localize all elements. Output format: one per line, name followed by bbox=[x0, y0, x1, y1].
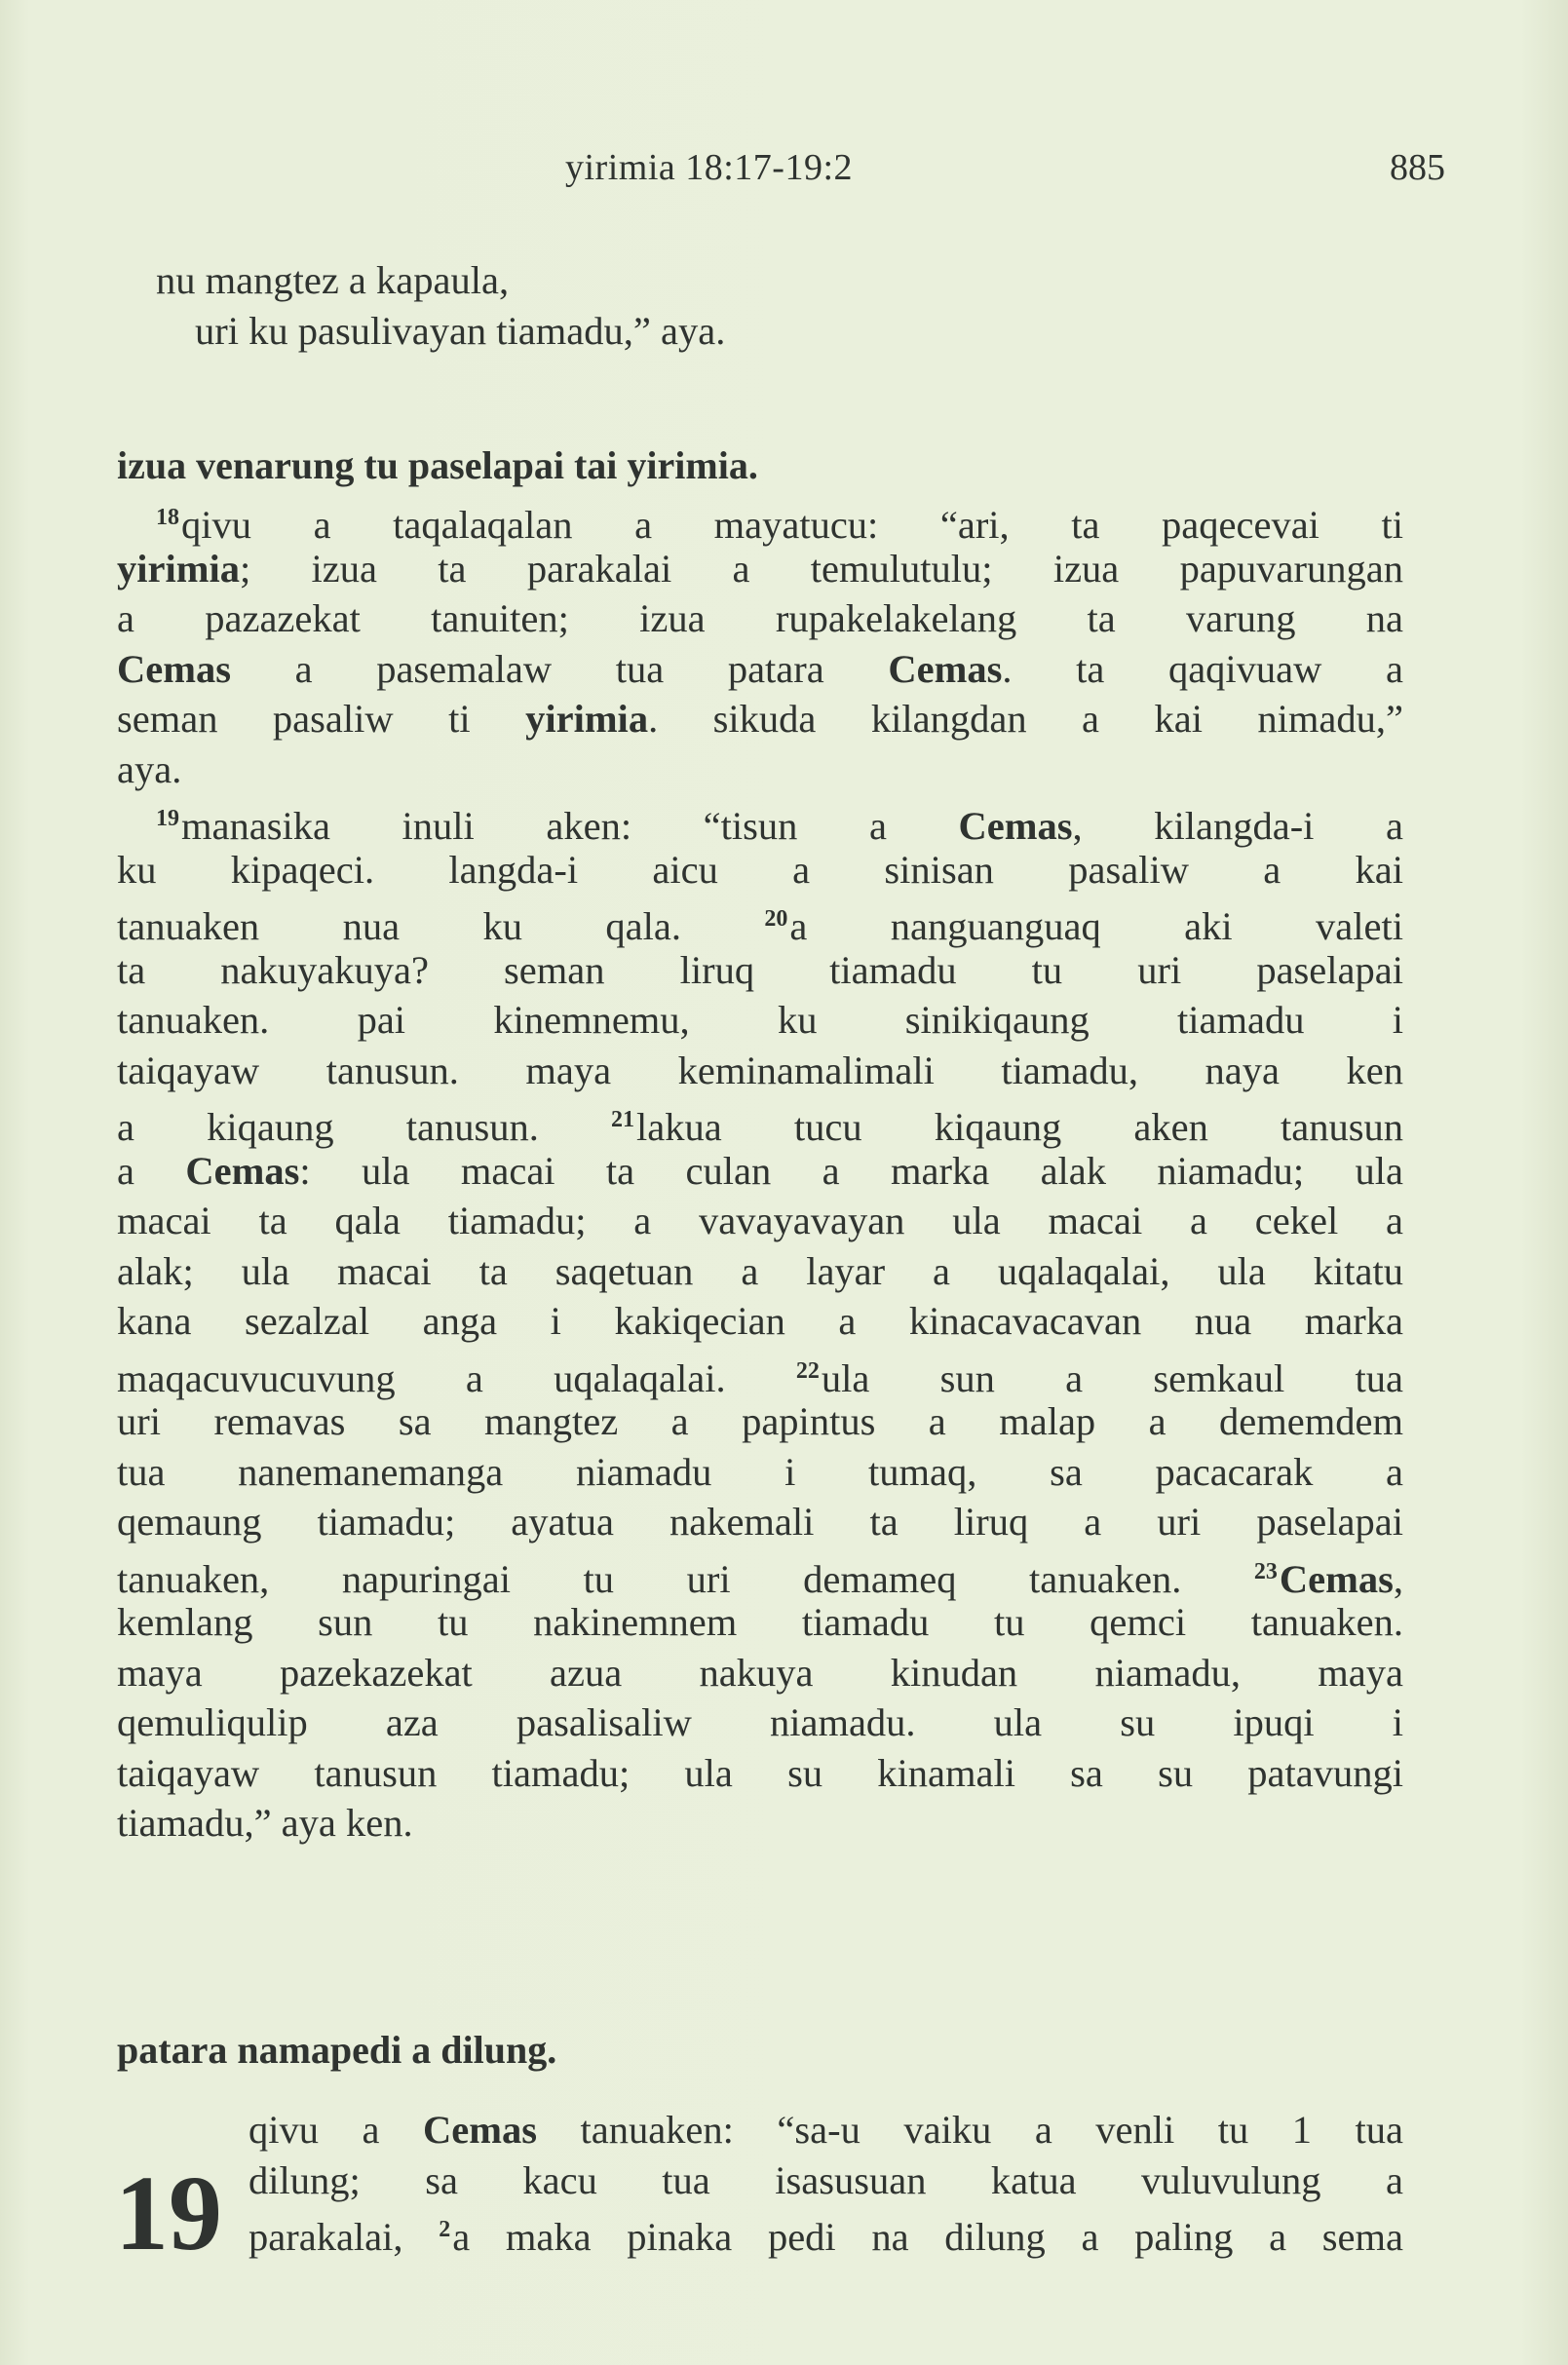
text-run: tanuaken. pai kinemnemu, ku sinikiqaung tiamadu i bbox=[117, 998, 1403, 1042]
text-run: taiqayaw tanusun tiamadu; ula su kinamali sa su patavungi bbox=[117, 1750, 1403, 1795]
chapter-text bbox=[249, 2105, 1404, 2259]
section-heading: patara namapedi a dilung. bbox=[117, 2028, 557, 2072]
text-run: macai ta qala tiamadu; a vavayavayan ula macai a cekel a bbox=[117, 1199, 1403, 1242]
text-run: , bbox=[1393, 1556, 1403, 1601]
text-line bbox=[117, 1497, 1403, 1547]
text-line bbox=[117, 1347, 1403, 1400]
text-line bbox=[117, 1196, 1403, 1246]
body-text bbox=[117, 493, 1403, 1849]
text-line bbox=[117, 1748, 1403, 1799]
text-line bbox=[117, 694, 1403, 744]
section-heading-2 bbox=[117, 2025, 1403, 2076]
text-line bbox=[117, 1146, 1403, 1197]
running-head bbox=[0, 146, 1568, 205]
verse-number: 19 bbox=[156, 806, 179, 831]
text-line bbox=[249, 2205, 1403, 2259]
text-run: aya. bbox=[117, 746, 182, 791]
chapter-number: 19 bbox=[115, 2154, 222, 2272]
text-line bbox=[117, 1046, 1403, 1096]
text-line bbox=[117, 1296, 1403, 1347]
text-run: ula sun a semkaul tua bbox=[821, 1355, 1403, 1400]
text-run: tanuaken: “sa-u vaiku a venli tu 1 tua bbox=[536, 2108, 1404, 2152]
verse-number: 23 bbox=[1253, 1558, 1278, 1584]
text-run: ku kipaqeci. langda-i aicu a sinisan pasaliw a kai bbox=[117, 847, 1403, 892]
text-run: maya pazekazekat azua nakuya kinudan niamadu, maya bbox=[117, 1650, 1403, 1695]
text-line bbox=[117, 593, 1403, 644]
text-run: , kilangda-i a bbox=[1072, 804, 1403, 848]
text-run: kana sezalzal anga i kakiqecian a kinacavacavan nua marka bbox=[117, 1299, 1403, 1343]
text-run: a bbox=[117, 1148, 186, 1193]
bold-term: yirimia bbox=[117, 546, 240, 591]
bold-term: Cemas bbox=[185, 1148, 300, 1193]
text-run: ; izua ta parakalai a temulutulu; izua papuvarungan bbox=[239, 546, 1403, 591]
text-run: tua nanemanemanga niamadu i tumaq, sa pacacarak a bbox=[117, 1449, 1403, 1494]
page-number: 885 bbox=[1390, 147, 1445, 188]
verse-number: 22 bbox=[795, 1357, 820, 1384]
bold-term: Cemas bbox=[117, 646, 231, 691]
text-run: lakua tucu kiqaung aken tanusun bbox=[636, 1105, 1403, 1149]
verse-number: 20 bbox=[764, 906, 788, 932]
running-title: yirimia 18:17-19:2 bbox=[565, 147, 854, 188]
text-run: a pazazekat tanuiten; izua rupakelakelang ta varung na bbox=[117, 596, 1403, 640]
bold-term: yirimia bbox=[525, 697, 649, 741]
text-run: qemuliqulip aza pasalisaliw niamadu. ula su ipuqi i bbox=[117, 1700, 1403, 1744]
verse-number: 18 bbox=[156, 505, 179, 530]
text-run: : ula macai ta culan a marka alak niamadu; ula bbox=[299, 1148, 1403, 1193]
text-run: ta nakuyakuya? seman liruq tiamadu tu uri paselapai bbox=[117, 947, 1403, 992]
text-run: qivu a taqalaqalan a mayatucu: “ari, ta paqecevai ti bbox=[181, 503, 1403, 547]
verse-number: 2 bbox=[439, 2217, 451, 2242]
text-line bbox=[117, 794, 1403, 848]
bold-term: Cemas bbox=[422, 2108, 537, 2152]
text-run: . sikuda kilangdan a kai nimadu,” bbox=[648, 697, 1404, 741]
text-line bbox=[117, 895, 1403, 948]
text-run: seman pasaliw ti bbox=[117, 697, 526, 741]
text-run: a maka pinaka pedi na dilung a paling a sema bbox=[452, 2215, 1403, 2259]
text-line bbox=[117, 1648, 1403, 1698]
text-run: tiamadu,” aya ken. bbox=[117, 1801, 413, 1845]
verse-number: 21 bbox=[611, 1107, 635, 1132]
text-line bbox=[117, 644, 1403, 695]
poetry-line: nu mangtez a kapaula, bbox=[156, 258, 510, 302]
text-run: taiqayaw tanusun. maya keminamalimali tiamadu, naya ken bbox=[117, 1048, 1403, 1092]
text-line bbox=[117, 544, 1403, 594]
text-line bbox=[117, 744, 1403, 795]
text-run: a nanguanguaq aki valeti bbox=[789, 904, 1403, 948]
text-line bbox=[117, 845, 1403, 896]
text-line bbox=[249, 2105, 1403, 2155]
bold-term: Cemas bbox=[1279, 1556, 1394, 1601]
text-run: qemaung tiamadu; ayatua nakemali ta liruq a uri paselapai bbox=[117, 1500, 1403, 1544]
text-line bbox=[117, 1447, 1403, 1498]
text-line bbox=[117, 1246, 1403, 1297]
continued-poetry bbox=[117, 255, 1403, 356]
section-heading-1 bbox=[117, 440, 1403, 491]
text-line bbox=[117, 1597, 1403, 1648]
text-line bbox=[117, 493, 1403, 547]
text-run: a pasemalaw tua patara bbox=[230, 646, 889, 691]
text-line bbox=[117, 1396, 1403, 1447]
text-run: qivu a bbox=[249, 2108, 423, 2152]
poetry-line: uri ku pasulivayan tiamadu,” aya. bbox=[195, 308, 726, 353]
section-heading: izua venarung tu paselapai tai yirimia. bbox=[117, 443, 758, 487]
text-run: maqacuvucuvung a uqalaqalai. bbox=[117, 1355, 796, 1400]
text-run: tanuaken, napuringai tu uri demameq tanuaken. bbox=[117, 1556, 1254, 1601]
text-run: . ta qaqivuaw a bbox=[1002, 646, 1403, 691]
text-line bbox=[117, 995, 1403, 1046]
text-line bbox=[117, 945, 1403, 996]
text-run: dilung; sa kacu tua isasusuan katua vuluvulung a bbox=[249, 2157, 1403, 2202]
text-line bbox=[117, 1095, 1403, 1149]
bold-term: Cemas bbox=[958, 804, 1073, 848]
text-line bbox=[117, 1547, 1403, 1601]
text-line bbox=[117, 1697, 1403, 1748]
text-run: a kiqaung tanusun. bbox=[117, 1105, 612, 1149]
text-run: uri remavas sa mangtez a papintus a malap a dememdem bbox=[117, 1399, 1403, 1443]
text-run: tanuaken nua ku qala. bbox=[117, 904, 765, 948]
text-line bbox=[249, 2155, 1403, 2206]
text-run: kemlang sun tu nakinemnem tiamadu tu qemci tanuaken. bbox=[117, 1600, 1403, 1644]
text-run: manasika inuli aken: “tisun a bbox=[181, 804, 959, 848]
text-run: alak; ula macai ta saqetuan a layar a uqalaqalai, ula kitatu bbox=[117, 1248, 1403, 1293]
bold-term: Cemas bbox=[888, 646, 1003, 691]
text-line bbox=[117, 1798, 1403, 1849]
text-run: parakalai, bbox=[249, 2215, 440, 2259]
